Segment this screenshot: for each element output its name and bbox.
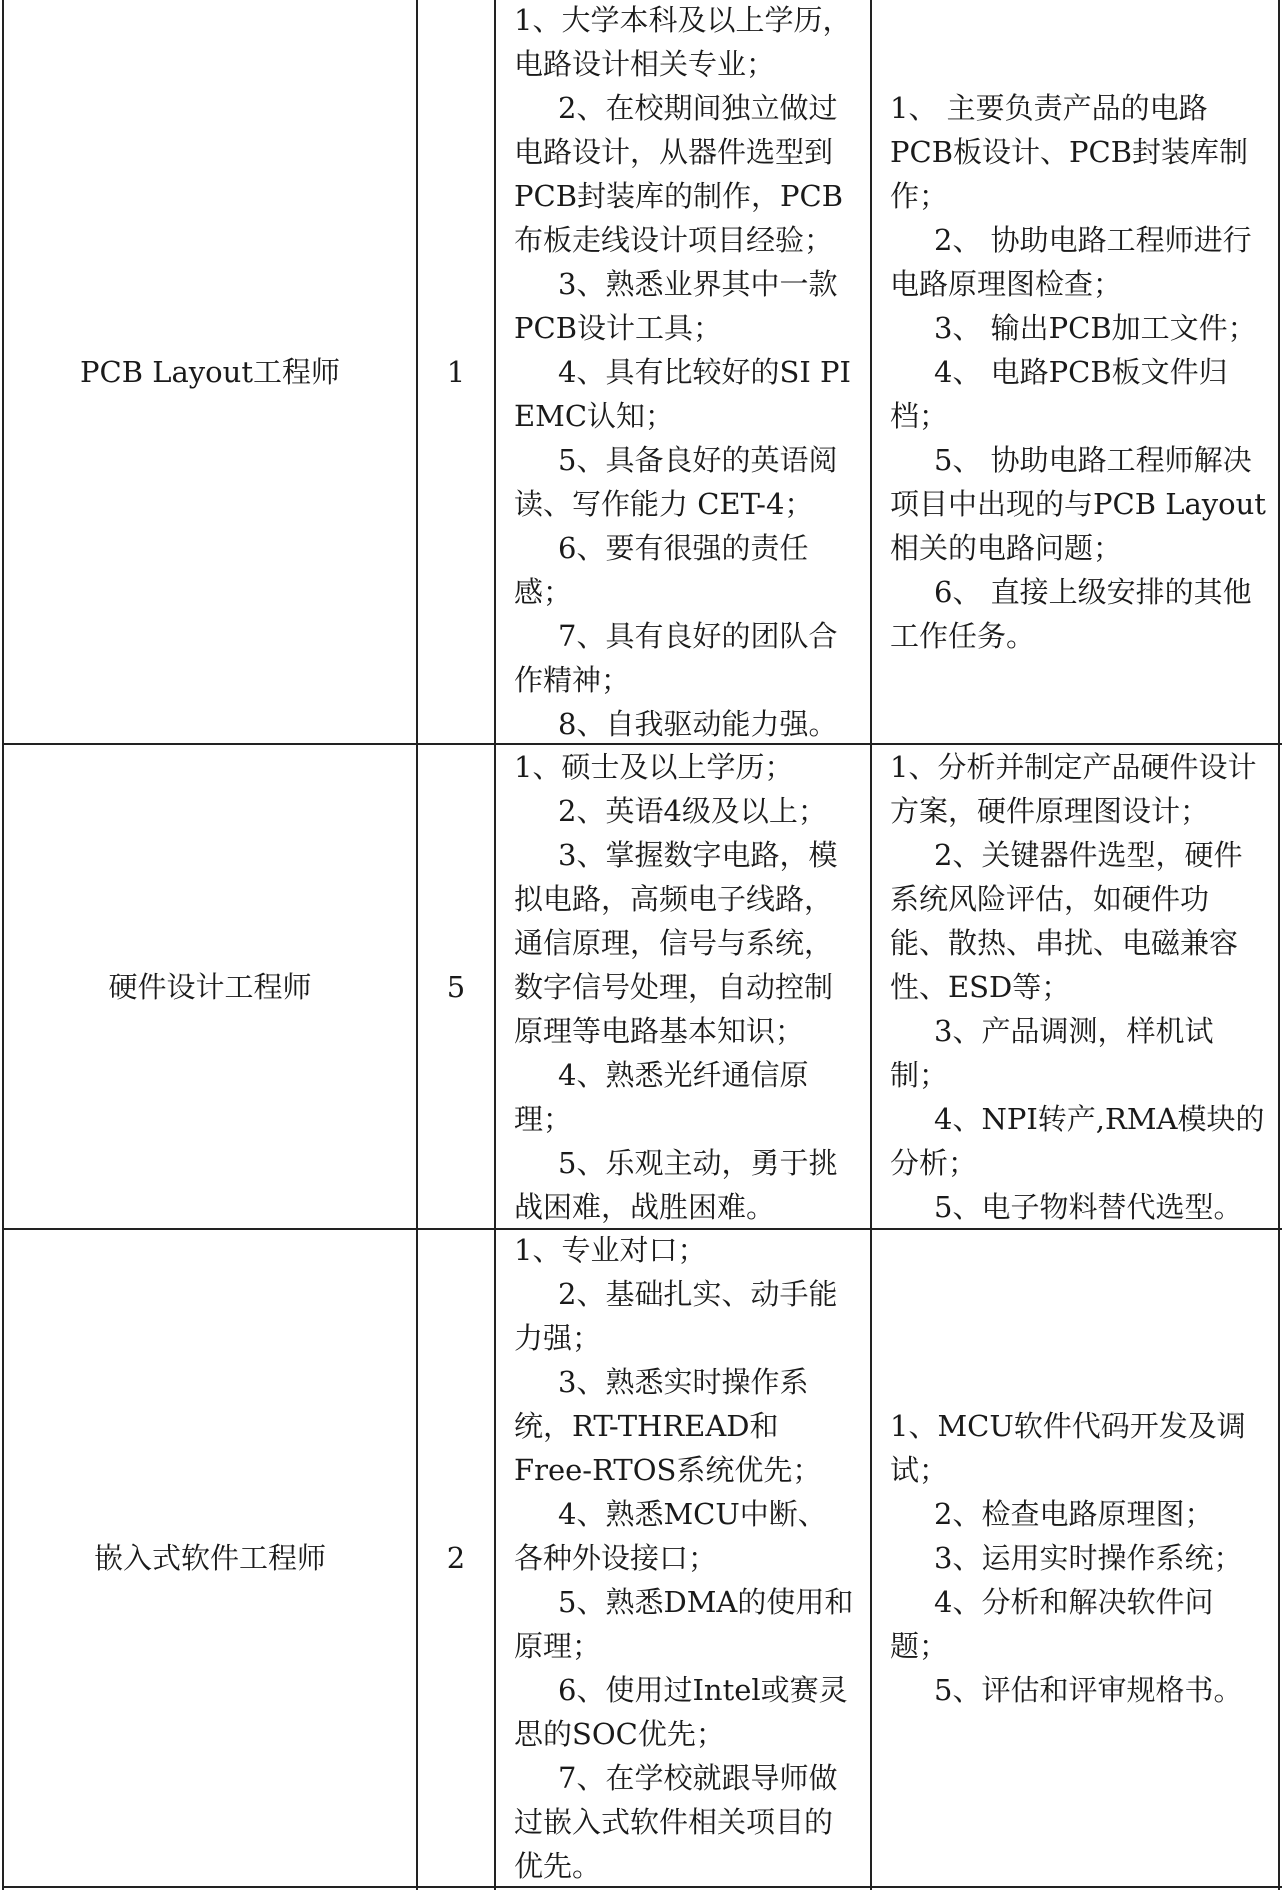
list-item: 4、分析和解决软件问题；	[890, 1585, 1214, 1663]
list-item: 4、NPI转产,RMA模块的分析；	[890, 1101, 1265, 1180]
requirements-cell	[514, 745, 854, 1228]
table-divider-3	[870, 0, 872, 1890]
job-title: 嵌入式软件工程师	[93, 1541, 326, 1575]
job-title: PCB Layout工程师	[80, 354, 340, 389]
list-item: 8、自我驱动能力强。	[558, 706, 838, 741]
list-item: 5、 协助电路工程师解决项目中出现的与PCB Layout相关的电路问题；	[890, 442, 1266, 565]
list-item: 4、具有比较好的SI PI EMC认知；	[514, 354, 851, 433]
duties-cell	[890, 1230, 1266, 1886]
list-item: 2、 协助电路工程师进行电路原理图检查；	[890, 222, 1252, 301]
list-item: 7、具有良好的团队合作精神；	[514, 618, 838, 697]
list-item: 3、熟悉业界其中一款PCB设计工具；	[514, 266, 838, 345]
requirements-cell	[514, 1230, 854, 1886]
duties-list	[890, 86, 1266, 658]
table-row	[4, 745, 416, 1228]
list-item: 5、电子物料替代选型。	[934, 1189, 1243, 1224]
list-item: 4、熟悉MCU中断、各种外设接口；	[514, 1497, 827, 1575]
headcount-cell	[418, 1230, 494, 1886]
list-item: 3、运用实时操作系统；	[934, 1541, 1243, 1575]
list-item: 5、熟悉DMA的使用和原理；	[514, 1585, 854, 1663]
job-title: 硬件设计工程师	[108, 969, 312, 1004]
requirements-list	[514, 0, 854, 746]
list-item: 5、评估和评审规格书。	[934, 1673, 1243, 1707]
headcount-cell	[418, 745, 494, 1228]
table-row	[4, 0, 416, 743]
list-item: 4、熟悉光纤通信原理；	[514, 1057, 809, 1136]
list-item: 1、 主要负责产品的电路PCB板设计、PCB封装库制作；	[890, 90, 1249, 213]
list-item: 4、 电路PCB板文件归档；	[890, 354, 1228, 433]
duties-cell	[890, 745, 1266, 1228]
list-item: 3、掌握数字电路，模拟电路，高频电子线路，通信原理，信号与系统，数字信号处理，自动控制原理等电路基本知识；	[514, 837, 838, 1048]
list-item: 1、分析并制定产品硬件设计方案，硬件原理图设计；	[890, 749, 1257, 828]
table-row	[4, 1230, 416, 1886]
job-table	[2, 0, 1280, 1890]
duties-cell	[890, 0, 1266, 743]
list-item: 2、在校期间独立做过电路设计，从器件选型到PCB封装库的制作，PCB布板走线设计项目经验；	[514, 90, 844, 257]
headcount: 1	[446, 354, 466, 389]
list-item: 2、检查电路原理图；	[934, 1497, 1214, 1531]
list-item: 3、产品调测，样机试制；	[890, 1013, 1214, 1092]
list-item: 1、MCU软件代码开发及调试；	[890, 1409, 1246, 1487]
list-item: 6、 直接上级安排的其他工作任务。	[890, 574, 1252, 653]
list-item: 6、使用过Intel或赛灵思的SOC优先；	[514, 1673, 848, 1751]
requirements-cell	[514, 0, 854, 743]
list-item: 7、在学校就跟导师做过嵌入式软件相关项目的优先。	[514, 1761, 838, 1883]
list-item: 1、专业对口；	[514, 1233, 707, 1267]
duties-list	[890, 1404, 1266, 1712]
list-item: 2、关键器件选型，硬件系统风险评估，如硬件功能、散热、串扰、电磁兼容性、ESD等；	[890, 837, 1243, 1004]
list-item: 3、 输出PCB加工文件；	[934, 310, 1257, 345]
list-item: 3、熟悉实时操作系统，RT-THREAD和Free-RTOS系统优先；	[514, 1365, 822, 1487]
headcount: 5	[446, 969, 466, 1004]
list-item: 5、具备良好的英语阅读、写作能力 CET-4；	[514, 442, 838, 521]
list-item: 2、英语4级及以上；	[558, 793, 827, 828]
list-item: 6、要有很强的责任感；	[514, 530, 809, 609]
requirements-list	[514, 745, 854, 1229]
requirements-list	[514, 1228, 854, 1888]
list-item: 1、硕士及以上学历；	[514, 749, 794, 784]
table-border-right	[1278, 0, 1280, 1890]
headcount: 2	[446, 1541, 466, 1575]
duties-list	[890, 745, 1266, 1229]
headcount-cell	[418, 0, 494, 743]
list-item: 5、乐观主动，勇于挑战困难，战胜困难。	[514, 1145, 838, 1224]
list-item: 1、大学本科及以上学历，电路设计相关专业；	[514, 2, 852, 81]
table-divider-2	[494, 0, 496, 1890]
list-item: 2、基础扎实、动手能力强；	[514, 1277, 838, 1355]
